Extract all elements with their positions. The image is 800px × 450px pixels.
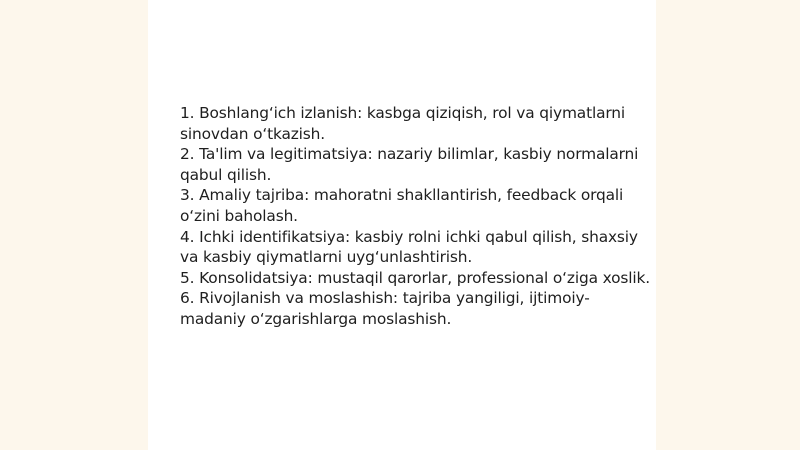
list-item: 5. Konsolidatsiya: mustaqil qarorlar, professional o‘ziga xoslik. [180,268,650,287]
stages-list [180,103,650,330]
list-item: 1. Boshlang‘ich izlanish: kasbga qiziqish, rol va qiymatlarni sinovdan o‘tkazish. [180,104,625,143]
list-item: 3. Amaliy tajriba: mahoratni shakllantirish, feedback orqali o‘zini baholash. [180,186,624,225]
slide-page [148,0,656,450]
right-background-panel [656,0,800,450]
list-item: 6. Rivojlanish va moslashish: tajriba yangiligi, ijtimoiy-madaniy o‘zgarishlarga moslashish. [180,289,590,328]
left-background-panel [0,0,148,450]
list-item: 4. Ichki identifikatsiya: kasbiy rolni ichki qabul qilish, shaxsiy va kasbiy qiymatlarni uyg‘unlashtirish. [180,227,638,267]
list-item: 2. Ta'lim va legitimatsiya: nazariy bilimlar, kasbiy normalarni qabul qilish. [180,145,639,184]
